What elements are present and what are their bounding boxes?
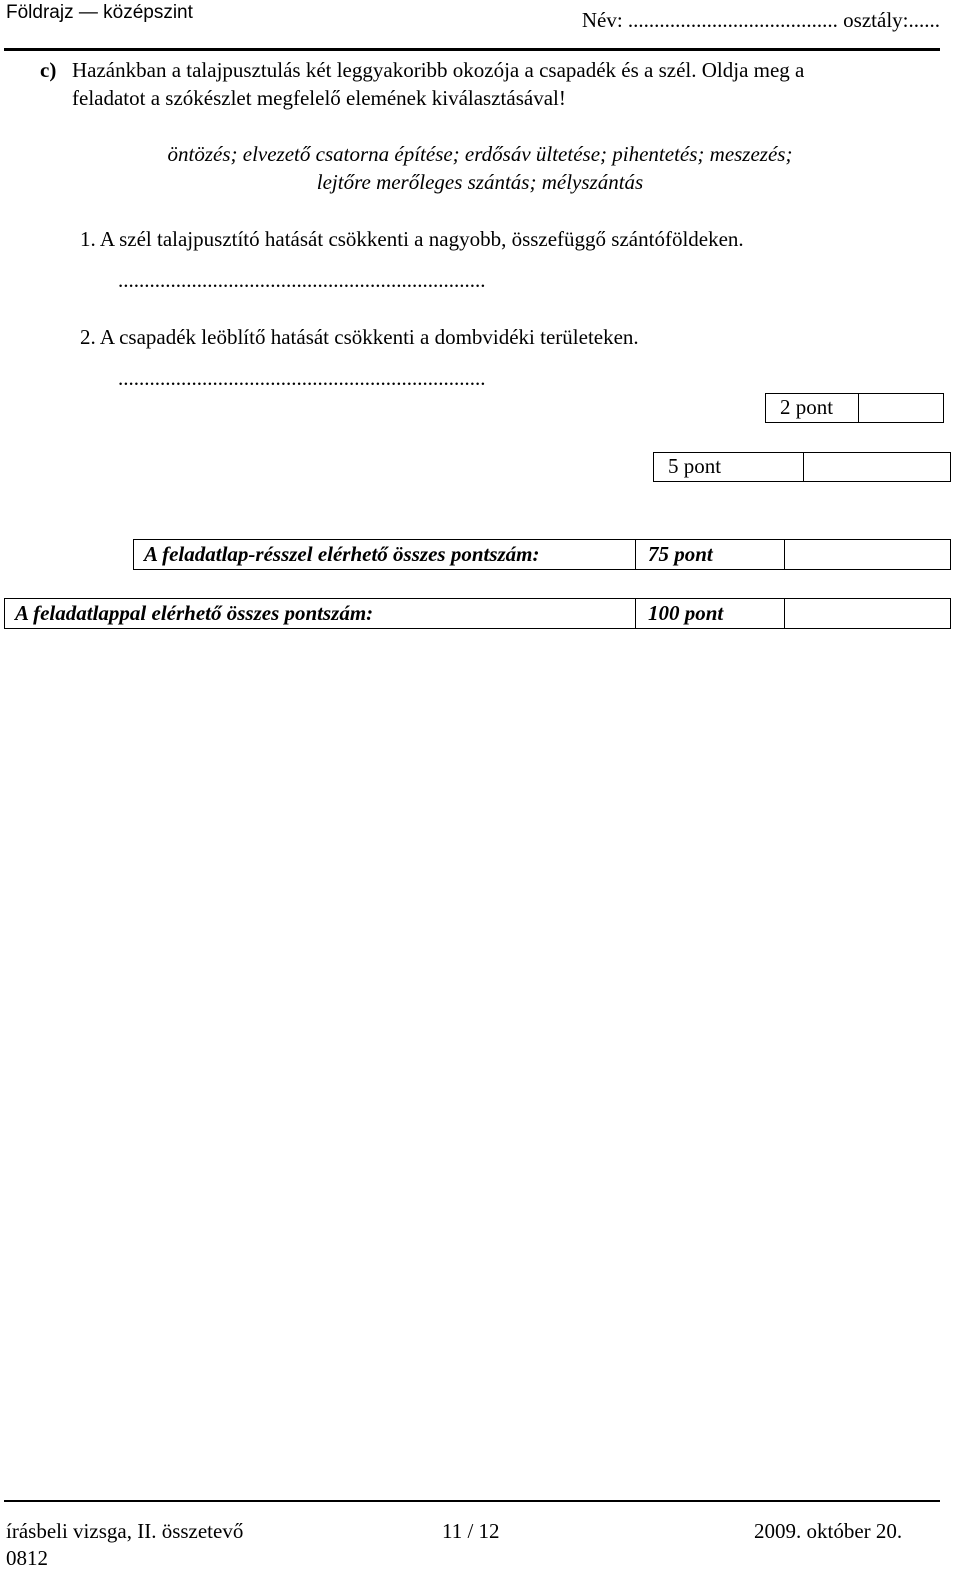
question-text-line1: Hazánkban a talajpusztulás két leggyakoribb okozója a csapadék és a szél. Oldja meg a	[72, 58, 805, 82]
question-text-line2: feladatot a szókészlet megfelelő elemének kiválasztásával!	[72, 86, 566, 110]
word-bank-line1: öntözés; elvezető csatorna építése; erdősáv ültetése; pihentetés; meszezés;	[167, 142, 793, 166]
grand-total-row	[4, 598, 951, 629]
item-1-text: 1. A szél talajpusztító hatását csökkenti a nagyobb, összefüggő szántóföldeken.	[80, 227, 744, 251]
section-total-entry	[785, 540, 950, 569]
sub-score-entry	[859, 394, 943, 422]
section-total-label: A feladatlap-résszel elérhető összes pontszám:	[134, 540, 636, 569]
header-name-field: Név: ........................................ osztály:......	[581, 8, 940, 32]
sub-score-box	[765, 393, 944, 423]
footer-divider	[4, 1500, 940, 1502]
footer-date: 2009. október 20.	[754, 1519, 903, 1543]
footer-page-number: 11 / 12	[442, 1519, 500, 1543]
section-total-points: 75 pont	[636, 540, 785, 569]
task-score-box	[653, 452, 951, 482]
footer-exam-part: írásbeli vizsga, II. összetevő	[6, 1519, 244, 1543]
item-1-answer-line: ......................................................................	[118, 268, 486, 292]
header-subject: Földrajz — középszint	[6, 2, 193, 23]
footer-code: 0812	[6, 1546, 48, 1570]
item-2-answer-line: ......................................................................	[118, 366, 486, 390]
question-label: c)	[40, 58, 57, 82]
sub-score-label: 2 pont	[766, 394, 859, 422]
grand-total-label: A feladatlappal elérhető összes pontszám:	[5, 599, 636, 628]
task-score-entry	[804, 453, 950, 481]
section-total-row	[133, 539, 951, 570]
task-score-label: 5 pont	[654, 453, 804, 481]
header-divider	[4, 48, 940, 51]
word-bank-line2: lejtőre merőleges szántás; mélyszántás	[316, 170, 644, 194]
item-2-text: 2. A csapadék leöblítő hatását csökkenti a dombvidéki területeken.	[80, 325, 639, 349]
grand-total-entry	[785, 599, 950, 628]
grand-total-points: 100 pont	[636, 599, 785, 628]
